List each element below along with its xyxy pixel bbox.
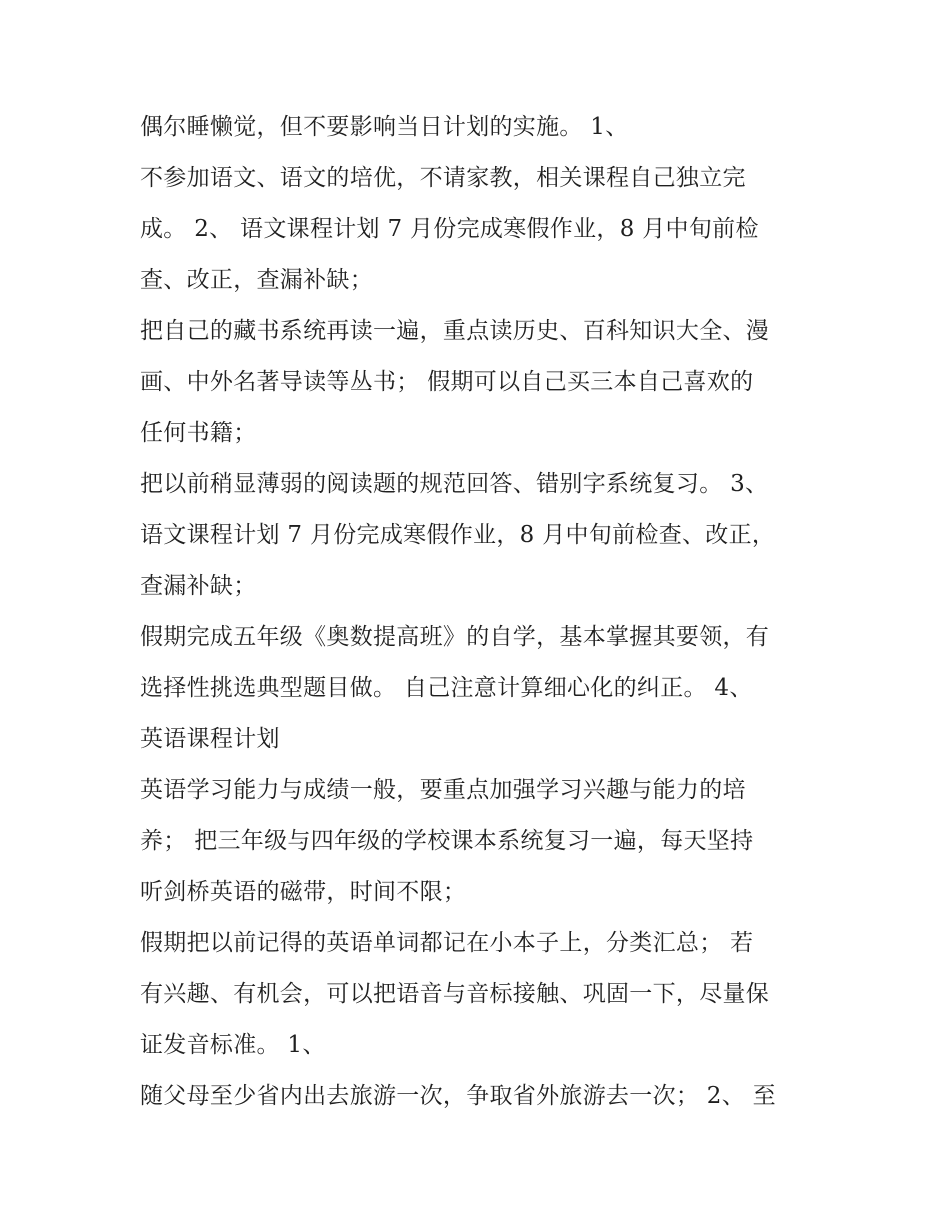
- text-line: 任何书籍；: [140, 420, 257, 446]
- document-body: [140, 102, 830, 1122]
- text-line: 假期完成五年级《奥数提高班》的自学，基本掌握其要领，有: [140, 624, 770, 650]
- text-line: 证发音标准。 1、: [140, 1032, 326, 1058]
- text-line: 听剑桥英语的磁带，时间不限；: [140, 879, 467, 905]
- text-line: 随父母至少省内出去旅游一次，争取省外旅游去一次； 2、 至: [140, 1083, 776, 1109]
- text-line: 画、中外名著导读等丛书； 假期可以自己买三本自己喜欢的: [140, 369, 754, 395]
- text-line: 成。 2、 语文课程计划 7 月份完成寒假作业，8 月中旬前检: [140, 216, 759, 242]
- text-line: 养； 把三年级与四年级的学校课本系统复习一遍，每天坚持: [140, 828, 754, 854]
- text-line: 把以前稍显薄弱的阅读题的规范回答、错别字系统复习。 3、: [140, 471, 769, 497]
- text-line: 查、改正，查漏补缺；: [140, 267, 373, 293]
- text-line: 有兴趣、有机会，可以把语音与音标接触、巩固一下，尽量保: [140, 981, 770, 1007]
- text-line: 把自己的藏书系统再读一遍，重点读历史、百科知识大全、漫: [140, 318, 770, 344]
- text-line: 语文课程计划 7 月份完成寒假作业，8 月中旬前检查、改正，: [140, 522, 776, 548]
- text-line: 假期把以前记得的英语单词都记在小本子上，分类汇总； 若: [140, 930, 754, 956]
- text-line: 偶尔睡懒觉，但不要影响当日计划的实施。 1、: [140, 114, 629, 140]
- text-line: 不参加语文、语文的培优，不请家教，相关课程自己独立完: [140, 165, 746, 191]
- text-line: 选择性挑选典型题目做。 自己注意计算细心化的纠正。 4、: [140, 675, 753, 701]
- text-line: 英语课程计划: [140, 726, 280, 752]
- text-line: 查漏补缺；: [140, 573, 257, 599]
- text-line: 英语学习能力与成绩一般，要重点加强学习兴趣与能力的培: [140, 777, 746, 803]
